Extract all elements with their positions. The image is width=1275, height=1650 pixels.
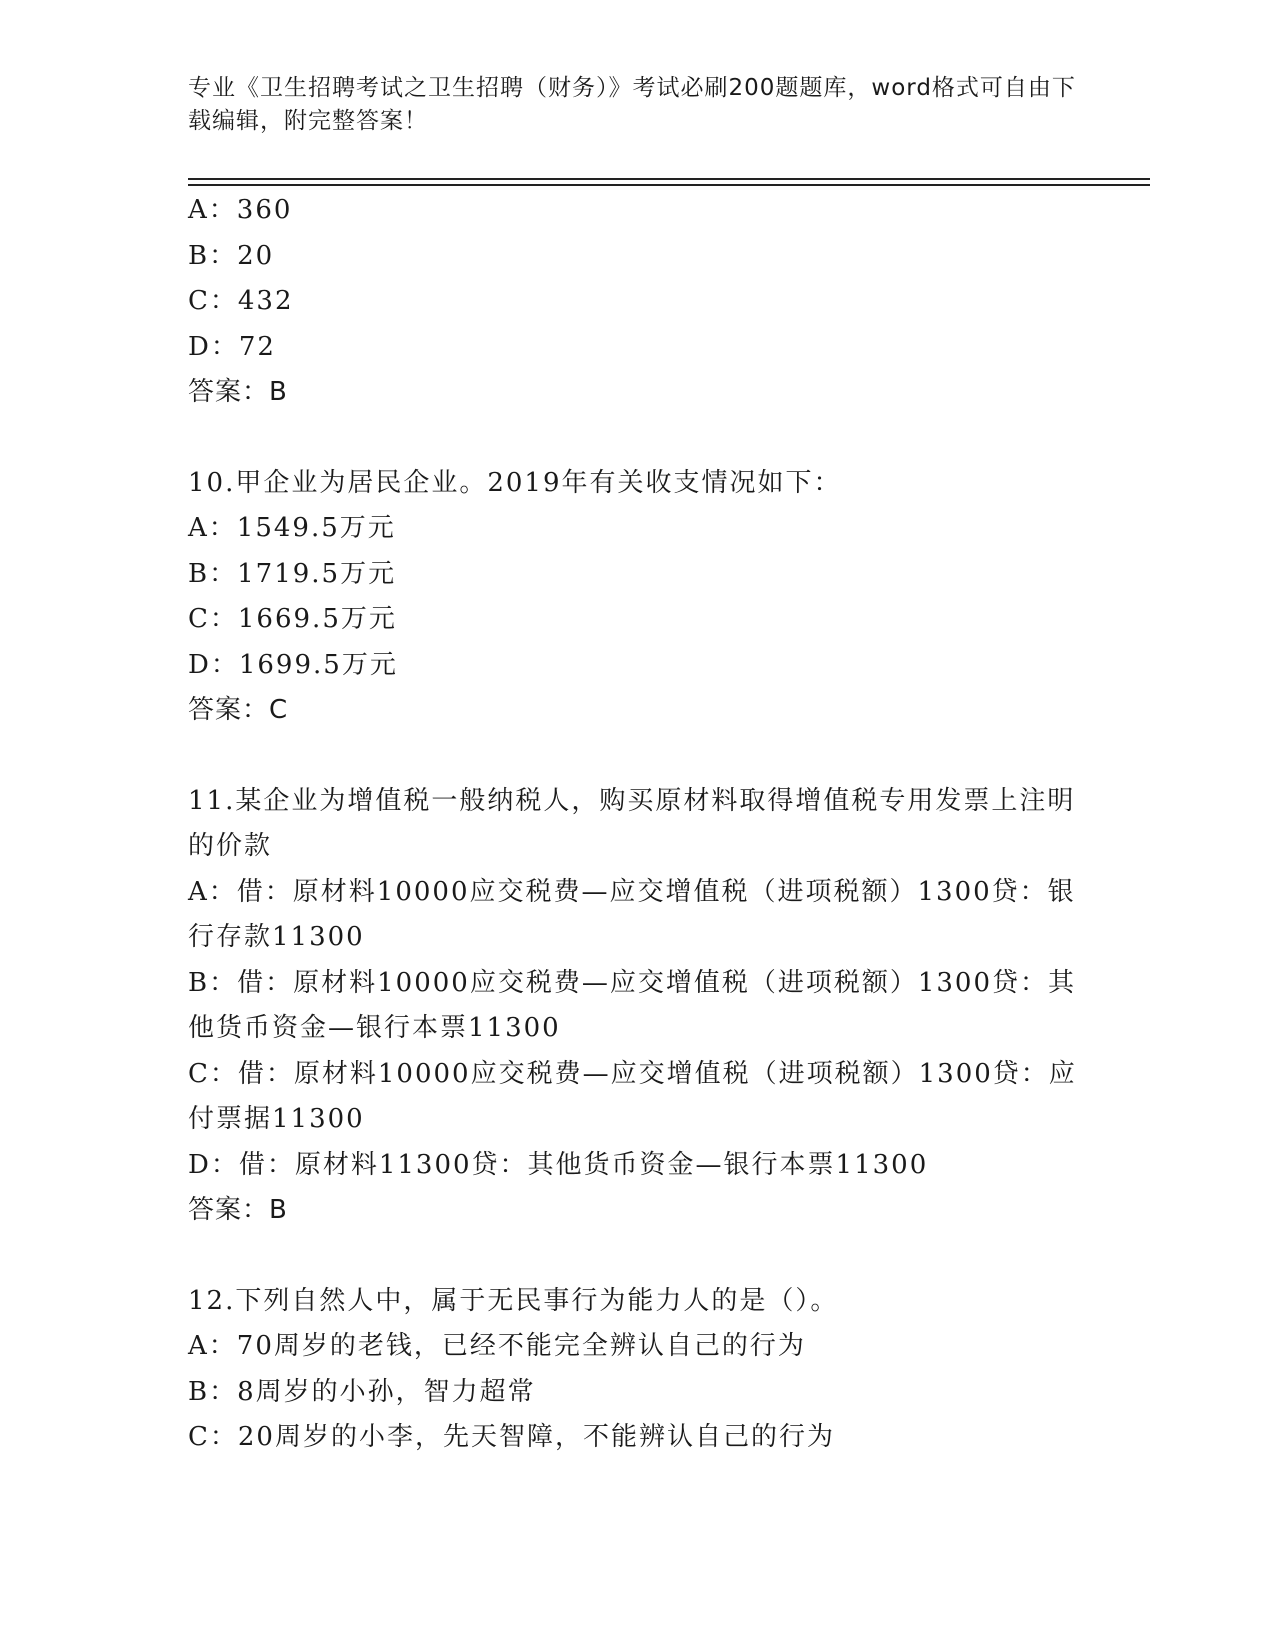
header-divider-top — [188, 178, 1150, 180]
question-list — [188, 188, 1088, 1461]
option-d: D：72 — [188, 331, 276, 362]
question-text: 10.甲企业为居民企业。2019年有关收支情况如下： — [188, 467, 842, 498]
option-c: C：20周岁的小李，先天智障，不能辨认自己的行为 — [188, 1422, 835, 1452]
option-a: A：1549.5万元 — [188, 513, 396, 543]
option-b: B：1719.5万元 — [188, 558, 397, 589]
option-d: D：借：原材料11300贷：其他货币资金—银行本票11300 — [188, 1149, 929, 1180]
spacer — [188, 734, 1088, 779]
spacer — [188, 1234, 1088, 1279]
answer-line: 答案：C — [188, 695, 289, 725]
answer-line: 答案：B — [188, 377, 288, 407]
question-text: 12.下列自然人中，属于无民事行为能力人的是（）。 — [188, 1285, 839, 1316]
header-divider-bottom — [188, 184, 1150, 186]
option-a: A：借：原材料10000应交税费—应交增值税（进项税额）1300贷：银行存款11300 — [188, 876, 1076, 952]
option-c: C：432 — [188, 286, 294, 316]
answer-line: 答案：B — [188, 1195, 288, 1225]
option-b: B：8周岁的小孙，智力超常 — [188, 1376, 536, 1407]
spacer — [188, 416, 1088, 461]
option-c: C：1669.5万元 — [188, 604, 397, 634]
document-header-title: 专业《卫生招聘考试之卫生招聘（财务）》考试必刷200题题库，word格式可自由下载编辑，附完整答案！ — [188, 75, 1076, 134]
option-a: A：360 — [188, 195, 293, 225]
option-b: B：20 — [188, 240, 275, 271]
option-a: A：70周岁的老钱，已经不能完全辨认自己的行为 — [188, 1331, 806, 1361]
option-b: B：借：原材料10000应交税费—应交增值税（进项税额）1300贷：其他货币资金—银行本票11300 — [188, 967, 1076, 1043]
option-c: C：借：原材料10000应交税费—应交增值税（进项税额）1300贷：应付票据11300 — [188, 1058, 1077, 1134]
question-text: 11.某企业为增值税一般纳税人，购买原材料取得增值税专用发票上注明的价款 — [188, 785, 1076, 861]
option-d: D：1699.5万元 — [188, 649, 398, 680]
